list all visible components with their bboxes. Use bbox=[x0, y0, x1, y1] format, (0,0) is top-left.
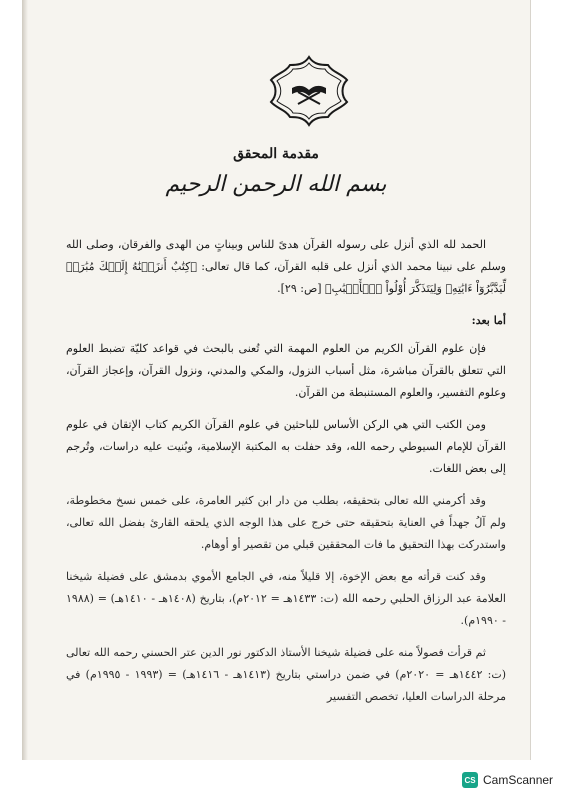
paragraph-3: ومن الكتب التي هي الركن الأساس للباحثين في علوم القرآن الكريم كتاب الإتقان في علوم القرآن للإمام السيوطي رحمه الله، وقد حفلت به المكتبة الإسلامية، وبُنيت عليه دراسات، وتُرجم إلى بعض اللغات. bbox=[66, 418, 506, 475]
page-title: مقدمة المحقق bbox=[233, 146, 319, 162]
camscanner-watermark bbox=[462, 770, 553, 790]
paragraph-5: وقد كنت قرأته مع بعض الإخوة، إلا قليلاً منه، في الجامع الأموي بدمشق على فضيلة شيخنا العلامة عبد الرزاق الحلبي رحمه الله (ت: ١٤٣٣هـ = ٢٠١٢م)، بتاريخ (١٤٠٨هـ - ١٤١٠هـ) = (١٩٨٨ - ١٩٩٠م). bbox=[66, 570, 506, 627]
camscanner-logo-icon: CS bbox=[462, 772, 478, 788]
paragraph-4: وقد أكرمني الله تعالى بتحقيقه، بطلب من دار ابن كثير العامرة، على خمس نسخ مخطوطة، ولم آلُ جهداً في العناية بتحقيقه حتى خرج على هذا الوجه الذي يلحقه القارئ بفضل الله تعالى، واستدركت بهذا التحقيق ما فات المحققين قبلي من تقصير أو أوهام. bbox=[66, 494, 506, 551]
paragraph-6: ثم قرأت فصولاً منه على فضيلة شيخنا الأستاذ الدكتور نور الدين عتر الحسني رحمه الله تعالى (ت: ١٤٤٢هـ = ٢٠٢٠م) في ضمن دراستي بتاريخ (١٤١٣هـ - ١٤١٦هـ) = (١٩٩٣ - ١٩٩٥م) في مرحلة الدراسات العليا، تخصص التفسير bbox=[66, 646, 507, 703]
scanned-page bbox=[22, 0, 531, 760]
paragraph-1: الحمد لله الذي أنزل على رسوله القرآن هدىً للناس وبيناتٍ من الهدى والفرقان، وصلى الله وسلم على نبينا محمد الذي أنزل على قلبه القرآن، كما قال تعالى: ﴿كِتَٰبٌ أَنزَلۡنَٰهُ إِلَيۡكَ مُبَٰرَكٞ لِّيَدَّبَّرُوٓاْ ءَايَٰتِهِۦ وَلِيَتَذَكَّرَ أُوْلُواْ ٱلۡأَلۡبَٰبِ﴾ [ص: ٢٩]. bbox=[66, 238, 506, 295]
basmala: بسم الله الرحمن الرحيم bbox=[165, 172, 387, 197]
paragraph-heading: أما بعد: bbox=[471, 314, 506, 327]
body-text bbox=[66, 234, 506, 718]
watermark-text: CamScanner bbox=[483, 773, 554, 787]
paragraph-2: فإن علوم القرآن الكريم من العلوم المهمة التي تُعنى بالبحث في قواعد كليّة تضبط العلوم التي تتعلق بالقرآن مباشرة، مثل أسباب النزول، والمكي والمدني، ونزول القرآن، وإعجاز القرآن، وعلوم التفسير، والعلوم المستنبطة من القرآن. bbox=[66, 342, 506, 399]
quran-ornament-icon bbox=[268, 54, 350, 128]
